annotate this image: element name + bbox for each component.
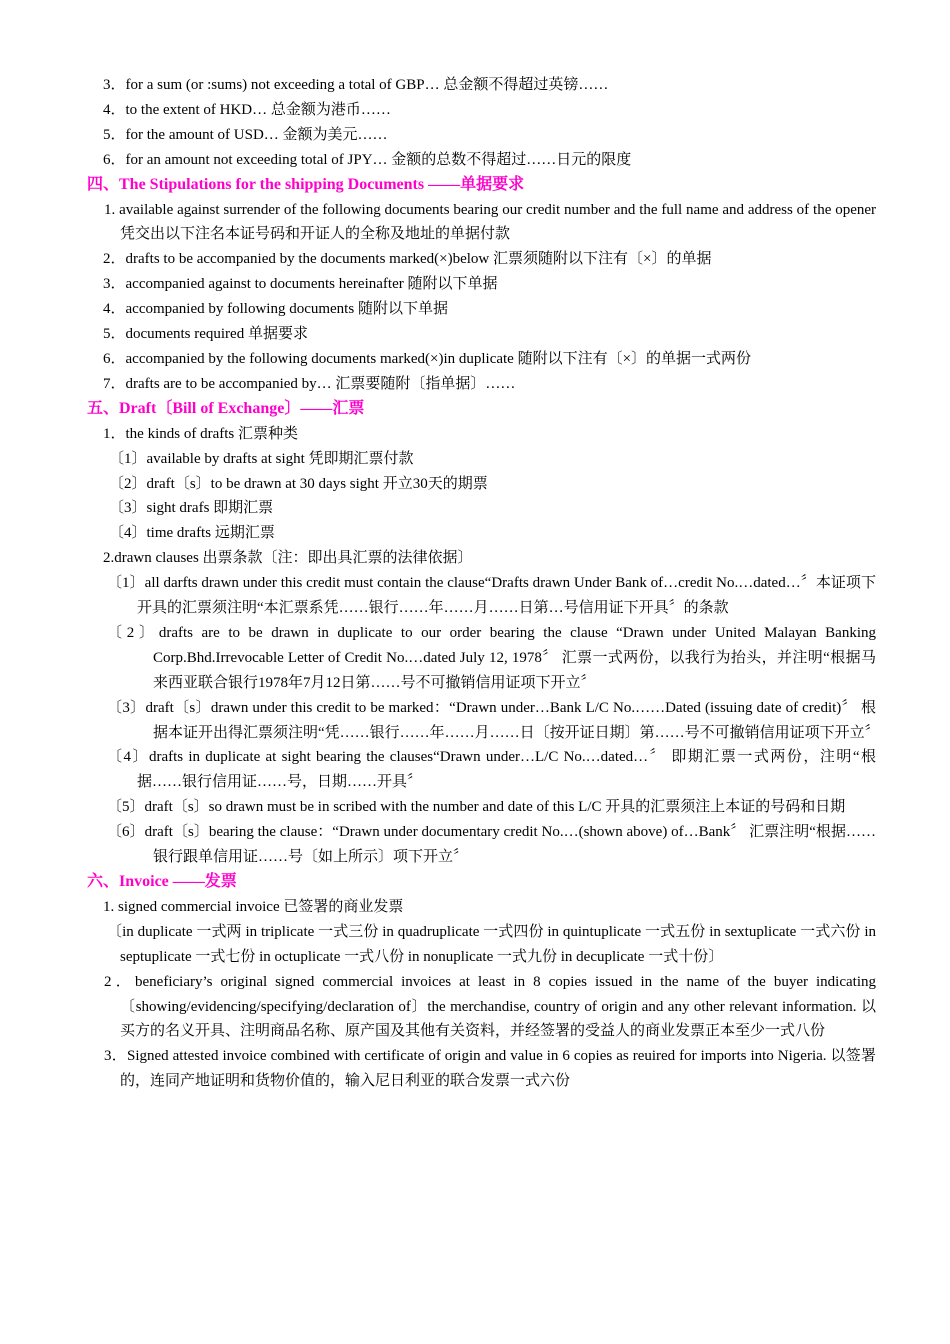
list-item: 3．for a sum (or :sums) not exceeding a total of GBP… 总金额不得超过英镑…… [103,77,609,93]
list-item: 〔1〕available by drafts at sight 凭即期汇票付款 [109,450,414,467]
list-item: 7．drafts are to be accompanied by… 汇票要随附〔指单据〕…… [103,375,516,392]
list-item: 3．Signed attested invoice combined with certificate of origin and value in 6 copies as reuired for imports into Nigeria. 以签署的，连同产地证明和货物价值的，输入尼日利亚的联合发票一式六份 [104,1048,876,1090]
list-item: 4．accompanied by following documents 随附以下单据 [103,301,448,318]
document-page [87,73,880,1094]
list-item: 〔2〕draft〔s〕to be drawn at 30 days sight 开立30天的期票 [109,475,488,492]
list-item: 〔in duplicate 一式两 in triplicate 一式三份 in quadruplicate 一式四份 in quintuplicate 一式五份 in sextuplicate 一式六份 in septuplicate 一式七份 in octuplicate 一式八份 in nonuplicate 一式九份 in decuplicate 一式十份〕 [107,923,876,965]
list-item: 〔2〕drafts are to be drawn in duplicate to our order bearing the clause “Drawn under United Malayan Banking Corp.Bhd.Irrevocable Letter of Credit No.…dated July 12, 1978〞 汇票一式两份，以我行为抬头，并注明“根据马来西亚联合银行1978年7月12日第……号不可撤销信用证项下开立〞 [107,624,876,691]
list-item: 6．accompanied by the following documents marked(×)in duplicate 随附以下注有〔×〕的单据一式两份 [103,350,752,367]
list-item: 4．to the extent of HKD… 总金额为港币…… [103,101,391,118]
section-heading-5: 五、Draft〔Bill of Exchange〕——汇票 [87,399,365,417]
list-item: 2．beneficiary’s original signed commercial invoices at least in 8 copies issued in the name of the buyer indicating〔showing/evidencing/specifying/declaration of〕the merchandise, country of origin and any other relevant information. 以买方的名义开具、注明商品名称、原产国及其他有关资料，并经签署的受益人的商业发票正本至少一式八份 [104,973,876,1040]
list-item: 〔4〕drafts in duplicate at sight bearing the clauses“Drawn under…L/C No.…dated…〞 即期汇票一式两份，注明“根据……银行信用证……号，日期……开具〞 [107,749,876,791]
section-heading-4: 四、The Stipulations for the shipping Documents ——单据要求 [87,175,525,193]
list-item: 〔3〕draft〔s〕drawn under this credit to be marked：“Drawn under…Bank L/C No.……Dated (issuing date of credit)〞 根据本证开出得汇票须注明“凭……银行……年……月……日〔按开证日期〕第……号不可撤销信用证项下开立〞 [107,699,880,741]
list-item: 〔1〕all darfts drawn under this credit must contain the clause“Drafts drawn Under Bank of…credit No.…dated…〞本证项下开具的汇票须注明“本汇票系凭……银行……年……月……日第…号信用证下开具〞的条款 [107,575,876,617]
list-item: 〔3〕sight drafs 即期汇票 [109,500,274,517]
list-item: 1. signed commercial invoice 已签署的商业发票 [103,898,404,915]
list-item: 〔6〕draft〔s〕bearing the clause：“Drawn under documentary credit No.…(shown above) of…Bank〞 汇票注明“根据……银行跟单信用证……号〔如上所示〕项下开立〞 [107,824,876,866]
list-item: 1. available against surrender of the following documents bearing our credit number and the full name and address of the opener 凭交出以下注名本证号码和开证人的全称及地址的单据付款 [104,201,876,243]
subsection-title: 1．the kinds of drafts 汇票种类 [103,425,298,442]
list-item: 6．for an amount not exceeding total of JPY… 金额的总数不得超过……日元的限度 [103,151,632,168]
list-item: 3．accompanied against to documents hereinafter 随附以下单据 [103,276,498,293]
list-item: 5．documents required 单据要求 [103,326,308,343]
list-item: 2．drafts to be accompanied by the documents marked(×)below 汇票须随附以下注有〔×〕的单据 [103,251,712,268]
section-heading-6: 六、Invoice ——发票 [87,873,237,890]
list-item: 〔4〕time drafts 远期汇票 [109,525,275,542]
list-item: 〔5〕draft〔s〕so drawn must be in scribed with the number and date of this L/C 开具的汇票须注上本证的号码和日期 [107,799,846,816]
list-item: 5．for the amount of USD… 金额为美元…… [103,126,388,143]
subsection-title: 2.drawn clauses 出票条款〔注：即出具汇票的法律依据〕 [103,550,473,567]
